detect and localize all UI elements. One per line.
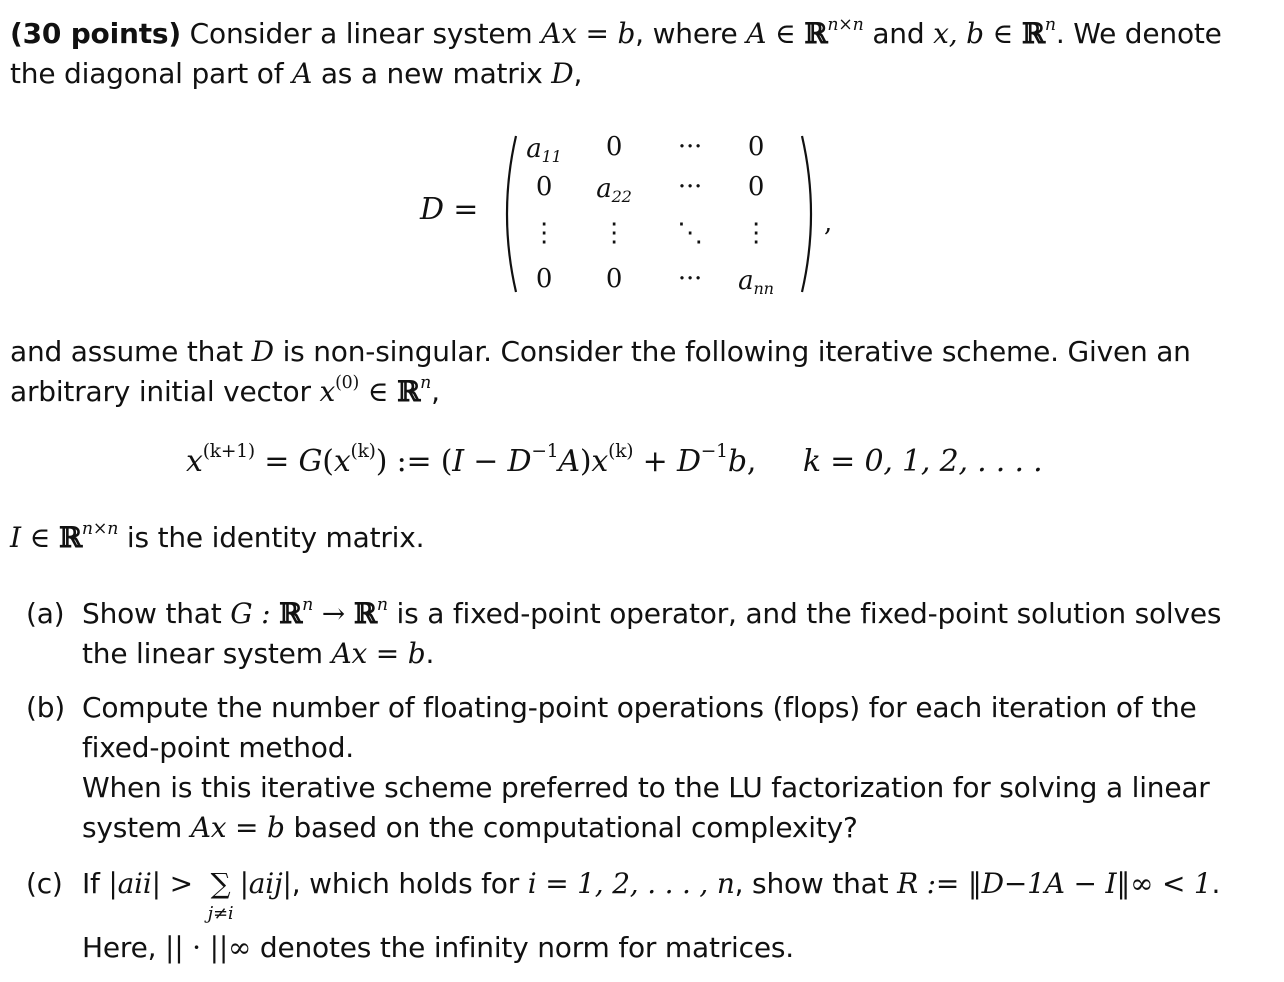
- preferred-text: When is this iterative scheme preferred to the LU factorization for solving a linear: [82, 771, 1210, 804]
- identity-line: [10, 518, 424, 558]
- eq-close: ): [579, 444, 592, 479]
- item-c-line-1: [82, 864, 1236, 924]
- index-range: i = 1, 2, . . . , n: [527, 867, 735, 900]
- real-symbol-4: ℝ: [58, 521, 82, 554]
- var-x0: x: [319, 375, 336, 408]
- eq-def: := (: [387, 444, 453, 479]
- cell-a11: $a_{11}$: [526, 134, 562, 166]
- var-A: A: [292, 57, 313, 90]
- var-D-2: D: [251, 335, 274, 368]
- eq-D: D: [507, 444, 532, 479]
- complexity-text: based on the computational complexity?: [293, 811, 858, 844]
- dim-n: n: [1044, 14, 1056, 35]
- c-period: .: [1211, 867, 1221, 900]
- eq-xk-2: (k): [608, 441, 634, 463]
- cell-1-3: 0: [747, 172, 765, 202]
- xb-in: x, b ∈: [933, 17, 1022, 50]
- sup-0: (0): [335, 372, 360, 393]
- A-in: A ∈: [746, 17, 805, 50]
- eq-D-2: D: [676, 444, 701, 479]
- item-b-line-3: [82, 768, 1236, 808]
- item-c-label: (c): [26, 867, 63, 900]
- cell-3-0: 0: [535, 264, 553, 294]
- real-symbol-2: ℝ: [1021, 17, 1045, 50]
- eq-ax-b-2: Ax = b: [331, 637, 426, 670]
- item-a-body: [82, 594, 1236, 674]
- after-matrix-line-2: [10, 372, 440, 412]
- holds-for-text: , which holds for: [291, 867, 520, 900]
- eq-minus: −: [463, 444, 508, 479]
- a-period: .: [425, 637, 435, 670]
- cell-2-0: ⋮: [531, 218, 557, 248]
- eq-ax-b: Ax = b: [541, 17, 636, 50]
- eq-rp: ): [375, 444, 388, 479]
- nonsingular-text: is non-singular. Consider the following iterative scheme. Given an: [282, 335, 1191, 368]
- dim-n-3: n: [302, 594, 314, 615]
- and-word: and: [872, 17, 925, 50]
- item-a-line-1: [82, 594, 1236, 634]
- here-word: Here,: [82, 931, 157, 964]
- item-b-line-1: [82, 688, 1236, 728]
- in-symbol: ∈: [359, 375, 398, 408]
- points-label: (30 points): [10, 17, 181, 50]
- dim-nxn: n×n: [827, 14, 864, 35]
- l2-comma: ,: [431, 375, 440, 408]
- eq-kvals: k = 0, 1, 2, . . . .: [802, 444, 1043, 479]
- identity-I: I: [10, 521, 21, 554]
- identity-in: ∈: [20, 521, 59, 554]
- eq-x-3: x: [591, 444, 609, 479]
- eq-inv-2: −1: [700, 441, 728, 463]
- line2-text-a: the diagonal part of: [10, 57, 284, 90]
- eq-x: x: [186, 444, 203, 479]
- identity-text: is the identity matrix.: [126, 521, 425, 554]
- if-word: If: [82, 867, 100, 900]
- line2-comma: ,: [573, 57, 583, 90]
- assume-text: and assume that: [10, 335, 243, 368]
- matrix-comma: ,: [824, 208, 833, 238]
- G-map: G :: [230, 597, 280, 630]
- item-b-body: [82, 688, 1236, 848]
- sum-operator: [202, 864, 240, 924]
- eq-lp: (: [322, 444, 334, 479]
- cell-0-2: ···: [677, 132, 703, 162]
- eq-plus: +: [633, 444, 677, 479]
- cell-2-2: ⋱: [677, 218, 703, 248]
- fixed-point-text: is a fixed-point operator, and the fixed-point solution solves: [396, 597, 1222, 630]
- eq-k1: (k+1): [202, 441, 255, 463]
- eq-xk: (k): [350, 441, 376, 463]
- after-matrix-line-1: [10, 332, 1236, 372]
- item-b-line-2: fixed-point method.: [82, 731, 354, 764]
- eq-equals: =: [254, 444, 299, 479]
- item-b-line-4: [82, 808, 1236, 848]
- eq-ax-b-3: Ax = b: [190, 811, 285, 844]
- item-b-label: (b): [26, 691, 66, 724]
- intro-where: , where: [635, 17, 738, 50]
- cell-1-2: ···: [677, 172, 703, 202]
- item-c-line-2: [82, 928, 1236, 968]
- infinity-norm-text: denotes the infinity norm for matrices.: [259, 931, 794, 964]
- dim-nxn-2: n×n: [81, 518, 119, 539]
- cell-2-1: ⋮: [601, 218, 627, 248]
- iteration-equation: [186, 441, 1043, 479]
- cell-a22: $a_{22}$: [596, 174, 632, 206]
- cell-3-2: ···: [677, 264, 703, 294]
- item-a-label: (a): [26, 597, 65, 630]
- item-c-body: [82, 864, 1236, 968]
- sum-subscript: j≠i: [207, 903, 234, 924]
- eq-x-2: x: [333, 444, 351, 479]
- aii-expr: |aii| >: [108, 867, 202, 900]
- right-paren: [800, 134, 822, 294]
- show-that: Show that: [82, 597, 222, 630]
- real-symbol-5: ℝ: [279, 597, 303, 630]
- intro-line-2: [10, 54, 582, 94]
- cell-ann: $a_{nn}$: [738, 266, 774, 298]
- cell-0-3: 0: [747, 132, 765, 162]
- eq-comma: ,: [746, 444, 757, 479]
- real-symbol-6: ℝ: [353, 597, 377, 630]
- real-symbol-3: ℝ: [397, 375, 421, 408]
- cell-1-0: 0: [535, 172, 553, 202]
- we-denote: . We denote: [1055, 17, 1222, 50]
- norm-symbol: || · ||∞: [165, 931, 252, 964]
- aij-expr: |aij|: [239, 867, 292, 900]
- eq-G: G: [298, 444, 323, 479]
- flops-text: Compute the number of floating-point operations (flops) for each iteration of the: [82, 691, 1197, 724]
- intro-text: Consider a linear system: [189, 17, 533, 50]
- item-a-line-2: [82, 634, 1236, 674]
- dim-n-4: n: [376, 594, 388, 615]
- R-definition: R := ‖D−1A − I‖∞ < 1: [897, 867, 1212, 900]
- var-D: D: [551, 57, 574, 90]
- eq-I: I: [452, 444, 464, 479]
- eq-b: b: [727, 444, 747, 479]
- matrix-lhs: D =: [420, 192, 479, 227]
- dim-n-2: n: [420, 372, 432, 393]
- line2-text-b: as a new matrix: [320, 57, 543, 90]
- cell-0-1: 0: [605, 132, 623, 162]
- cell-2-3: ⋮: [743, 218, 769, 248]
- real-symbol: ℝ: [804, 17, 828, 50]
- arrow: →: [313, 597, 354, 630]
- intro-line-1: [10, 14, 1236, 54]
- cell-3-1: 0: [605, 264, 623, 294]
- linear-system-text: the linear system: [82, 637, 323, 670]
- eq-A: A: [558, 444, 580, 479]
- diagonal-matrix: [420, 128, 840, 300]
- system-word: system: [82, 811, 183, 844]
- eq-inv: −1: [531, 441, 559, 463]
- sum-symbol: ∑: [210, 867, 231, 900]
- show-that-2: , show that: [734, 867, 889, 900]
- initial-vector-text: arbitrary initial vector: [10, 375, 311, 408]
